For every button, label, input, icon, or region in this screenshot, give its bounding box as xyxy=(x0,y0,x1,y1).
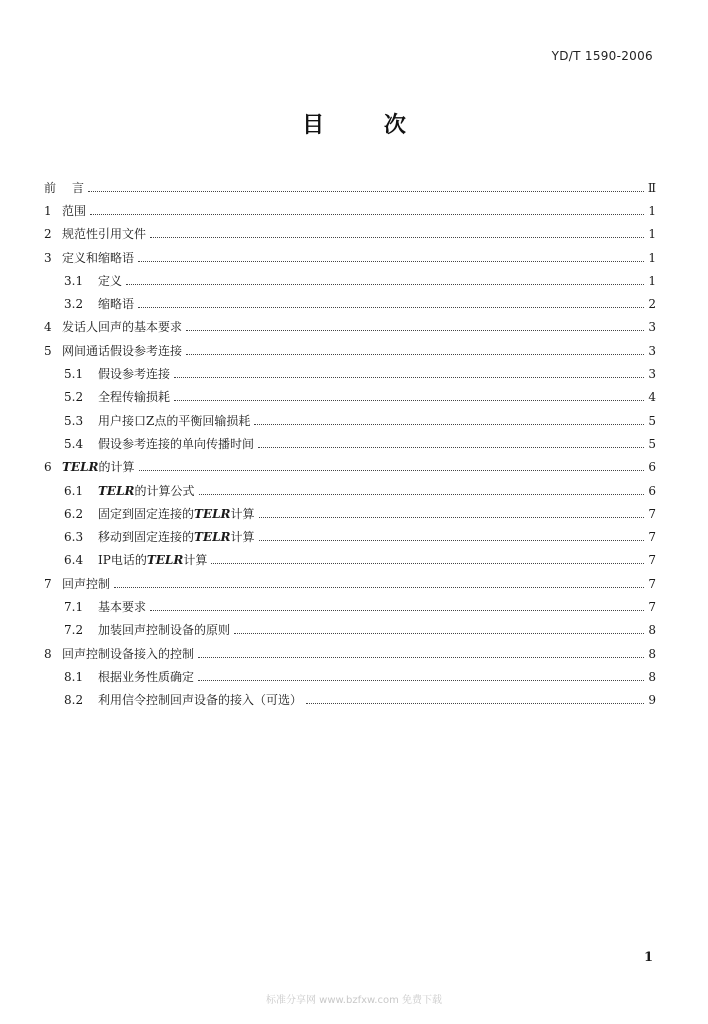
toc-entry-title-text: 基本要求 xyxy=(98,599,147,614)
table-of-contents xyxy=(44,176,656,712)
toc-entry-title-text: 计算 xyxy=(230,506,255,521)
toc-entry-title-text: 计算 xyxy=(230,530,255,545)
toc-entry-title xyxy=(62,647,196,661)
document-code: YD/T 1590-2006 xyxy=(551,49,653,63)
toc-entry[interactable] xyxy=(44,619,656,642)
toc-entry-title-text: 言 xyxy=(72,180,85,195)
toc-entry-title xyxy=(98,693,304,707)
toc-entry-title-symbol: TELR xyxy=(194,530,231,545)
toc-entry-title xyxy=(98,414,252,428)
toc-entry[interactable] xyxy=(44,432,656,455)
toc-entry-title xyxy=(62,204,88,218)
toc-entry[interactable] xyxy=(44,316,656,339)
toc-entry-title-text: 的计算 xyxy=(98,460,135,475)
toc-entry-page: 4 xyxy=(648,390,656,405)
toc-entry-title-text: 回声控制 xyxy=(62,576,111,591)
toc-entry[interactable] xyxy=(44,223,656,246)
toc-title: 目 次 xyxy=(302,112,432,138)
toc-entry-number: 3.1 xyxy=(64,273,84,288)
toc-entry-title-text: 用户接口Z点的平衡回输损耗 xyxy=(98,413,251,428)
dot-leader xyxy=(199,493,644,495)
toc-entry[interactable] xyxy=(44,362,656,385)
dot-leader xyxy=(259,516,644,518)
toc-entry-title xyxy=(98,553,209,567)
dot-leader xyxy=(90,213,644,215)
toc-entry[interactable] xyxy=(44,176,656,199)
toc-entry-title xyxy=(98,390,172,404)
toc-entry-title xyxy=(62,227,148,241)
toc-entry-page: 5 xyxy=(648,413,656,428)
toc-entry-title-text: 根据业务性质确定 xyxy=(98,669,195,684)
dot-leader xyxy=(174,376,644,378)
toc-entry-title xyxy=(62,460,137,474)
dot-leader xyxy=(211,562,644,564)
dot-leader xyxy=(114,586,644,588)
toc-entry-title-text: 加装回声控制设备的原则 xyxy=(98,623,231,638)
toc-entry-title-symbol: TELR xyxy=(194,506,231,521)
toc-entry-number: 7 xyxy=(44,576,52,591)
toc-entry-title xyxy=(98,670,196,684)
toc-entry-number: 8.1 xyxy=(64,669,84,684)
toc-entry-title-symbol: TELR xyxy=(62,460,99,475)
toc-entry-number: 4 xyxy=(44,320,52,335)
toc-entry-title-prefix: 固定到固定连接的 xyxy=(98,506,195,521)
toc-entry-title-text: 的计算公式 xyxy=(134,483,195,498)
toc-entry-page: 8 xyxy=(648,646,656,661)
toc-entry[interactable] xyxy=(44,595,656,618)
dot-leader xyxy=(186,329,644,331)
toc-entry-title-text: 缩略语 xyxy=(98,297,135,312)
toc-entry-title xyxy=(98,484,197,498)
toc-entry[interactable] xyxy=(44,339,656,362)
toc-entry-page: 7 xyxy=(648,553,656,568)
toc-entry-title xyxy=(62,344,184,358)
dot-leader xyxy=(174,399,644,401)
toc-entry-number: 5.2 xyxy=(64,390,84,405)
dot-leader xyxy=(126,283,644,285)
toc-entry-page: 7 xyxy=(648,599,656,614)
toc-entry-title-text: 范围 xyxy=(62,203,87,218)
toc-entry-title xyxy=(98,623,232,637)
toc-entry-page: 2 xyxy=(648,297,656,312)
toc-entry-title xyxy=(62,577,112,591)
toc-entry-title-text: 全程传输损耗 xyxy=(98,390,171,405)
toc-entry-title-text: 利用信令控制回声设备的接入（可选） xyxy=(98,693,303,708)
toc-entry-number: 8 xyxy=(44,646,52,661)
toc-entry-title-text: 计算 xyxy=(183,553,208,568)
toc-entry[interactable] xyxy=(44,525,656,548)
toc-entry-title xyxy=(62,251,136,265)
toc-entry-number: 前 xyxy=(44,180,57,195)
dot-leader xyxy=(150,236,644,238)
toc-entry-page: 7 xyxy=(648,506,656,521)
toc-entry[interactable] xyxy=(44,199,656,222)
toc-entry-title-text: 规范性引用文件 xyxy=(62,227,147,242)
toc-entry-page: 6 xyxy=(648,483,656,498)
toc-entry-page: 8 xyxy=(648,669,656,684)
toc-entry-title-text: 回声控制设备接入的控制 xyxy=(62,646,195,661)
toc-entry-title xyxy=(98,274,124,288)
toc-entry-page: Ⅱ xyxy=(647,180,656,195)
toc-entry-number: 7.1 xyxy=(64,599,84,614)
toc-entry-title-prefix: IP电话的 xyxy=(98,553,147,568)
toc-entry-page: 8 xyxy=(648,623,656,638)
toc-entry-title-symbol: TELR xyxy=(98,483,135,498)
dot-leader xyxy=(306,702,644,704)
dot-leader xyxy=(234,632,644,634)
toc-entry-page: 1 xyxy=(648,250,656,265)
toc-entry-page: 5 xyxy=(648,436,656,451)
toc-entry-number: 6.3 xyxy=(64,530,84,545)
toc-entry[interactable] xyxy=(44,572,656,595)
toc-entry-title-prefix: 移动到固定连接的 xyxy=(98,530,195,545)
toc-entry-number: 6.4 xyxy=(64,553,84,568)
toc-entry[interactable] xyxy=(44,292,656,315)
dot-leader xyxy=(198,656,644,658)
dot-leader xyxy=(138,306,644,308)
toc-entry-title xyxy=(98,437,256,451)
dot-leader xyxy=(139,469,644,471)
toc-entry[interactable] xyxy=(44,246,656,269)
toc-entry-page: 1 xyxy=(648,273,656,288)
toc-entry-page: 3 xyxy=(648,343,656,358)
toc-entry[interactable] xyxy=(44,665,656,688)
toc-entry-page: 7 xyxy=(648,530,656,545)
toc-entry-title xyxy=(98,600,148,614)
toc-entry[interactable] xyxy=(44,642,656,665)
dot-leader xyxy=(150,609,644,611)
toc-entry-number: 7.2 xyxy=(64,623,84,638)
toc-entry[interactable] xyxy=(44,409,656,432)
toc-entry-title xyxy=(72,181,86,195)
toc-entry-title-text: 假设参考连接 xyxy=(98,367,171,382)
dot-leader xyxy=(254,423,644,425)
toc-entry[interactable] xyxy=(44,456,656,479)
toc-entry-page: 1 xyxy=(648,203,656,218)
toc-entry-number: 5 xyxy=(44,343,52,358)
dot-leader xyxy=(88,190,644,192)
toc-entry-page: 1 xyxy=(648,227,656,242)
toc-entry-title-symbol: TELR xyxy=(146,553,184,568)
toc-entry-title-text: 网间通话假设参考连接 xyxy=(62,343,183,358)
dot-leader xyxy=(258,446,644,448)
toc-entry[interactable] xyxy=(44,386,656,409)
toc-entry-title-text: 定义 xyxy=(98,273,123,288)
dot-leader xyxy=(186,353,644,355)
toc-entry-title xyxy=(98,367,172,381)
toc-entry-number: 5.1 xyxy=(64,367,84,382)
toc-entry-number: 3 xyxy=(44,250,52,265)
toc-entry-title-text: 假设参考连接的单向传播时间 xyxy=(98,436,255,451)
toc-entry-title-text: 发话人回声的基本要求 xyxy=(62,320,183,335)
toc-entry-title-text: 定义和缩略语 xyxy=(62,250,135,265)
toc-entry[interactable] xyxy=(44,549,656,572)
page-number: 1 xyxy=(643,950,653,965)
toc-entry-number: 5.4 xyxy=(64,436,84,451)
toc-entry-page: 3 xyxy=(648,367,656,382)
dot-leader xyxy=(259,539,644,541)
toc-entry-title xyxy=(98,297,136,311)
dot-leader xyxy=(198,679,644,681)
toc-entry-number: 6.1 xyxy=(64,483,84,498)
toc-entry[interactable] xyxy=(44,502,656,525)
toc-entry-number: 6 xyxy=(44,460,52,475)
dot-leader xyxy=(138,260,644,262)
toc-entry-page: 9 xyxy=(648,693,656,708)
toc-entry-title xyxy=(98,507,257,521)
toc-entry-page: 7 xyxy=(648,576,656,591)
toc-entry-number: 2 xyxy=(44,227,52,242)
toc-entry[interactable] xyxy=(44,269,656,292)
toc-entry-number: 3.2 xyxy=(64,297,84,312)
toc-entry-page: 6 xyxy=(648,460,656,475)
toc-entry-title xyxy=(62,320,184,334)
toc-entry-page: 3 xyxy=(648,320,656,335)
toc-entry-number: 8.2 xyxy=(64,693,84,708)
toc-entry-number: 5.3 xyxy=(64,413,84,428)
watermark: 标准分享网 www.bzfxw.com 免费下载 xyxy=(266,995,442,1006)
toc-entry-title xyxy=(98,530,257,544)
toc-entry-number: 6.2 xyxy=(64,506,84,521)
toc-entry[interactable] xyxy=(44,479,656,502)
toc-entry-number: 1 xyxy=(44,203,52,218)
toc-entry[interactable] xyxy=(44,689,656,712)
